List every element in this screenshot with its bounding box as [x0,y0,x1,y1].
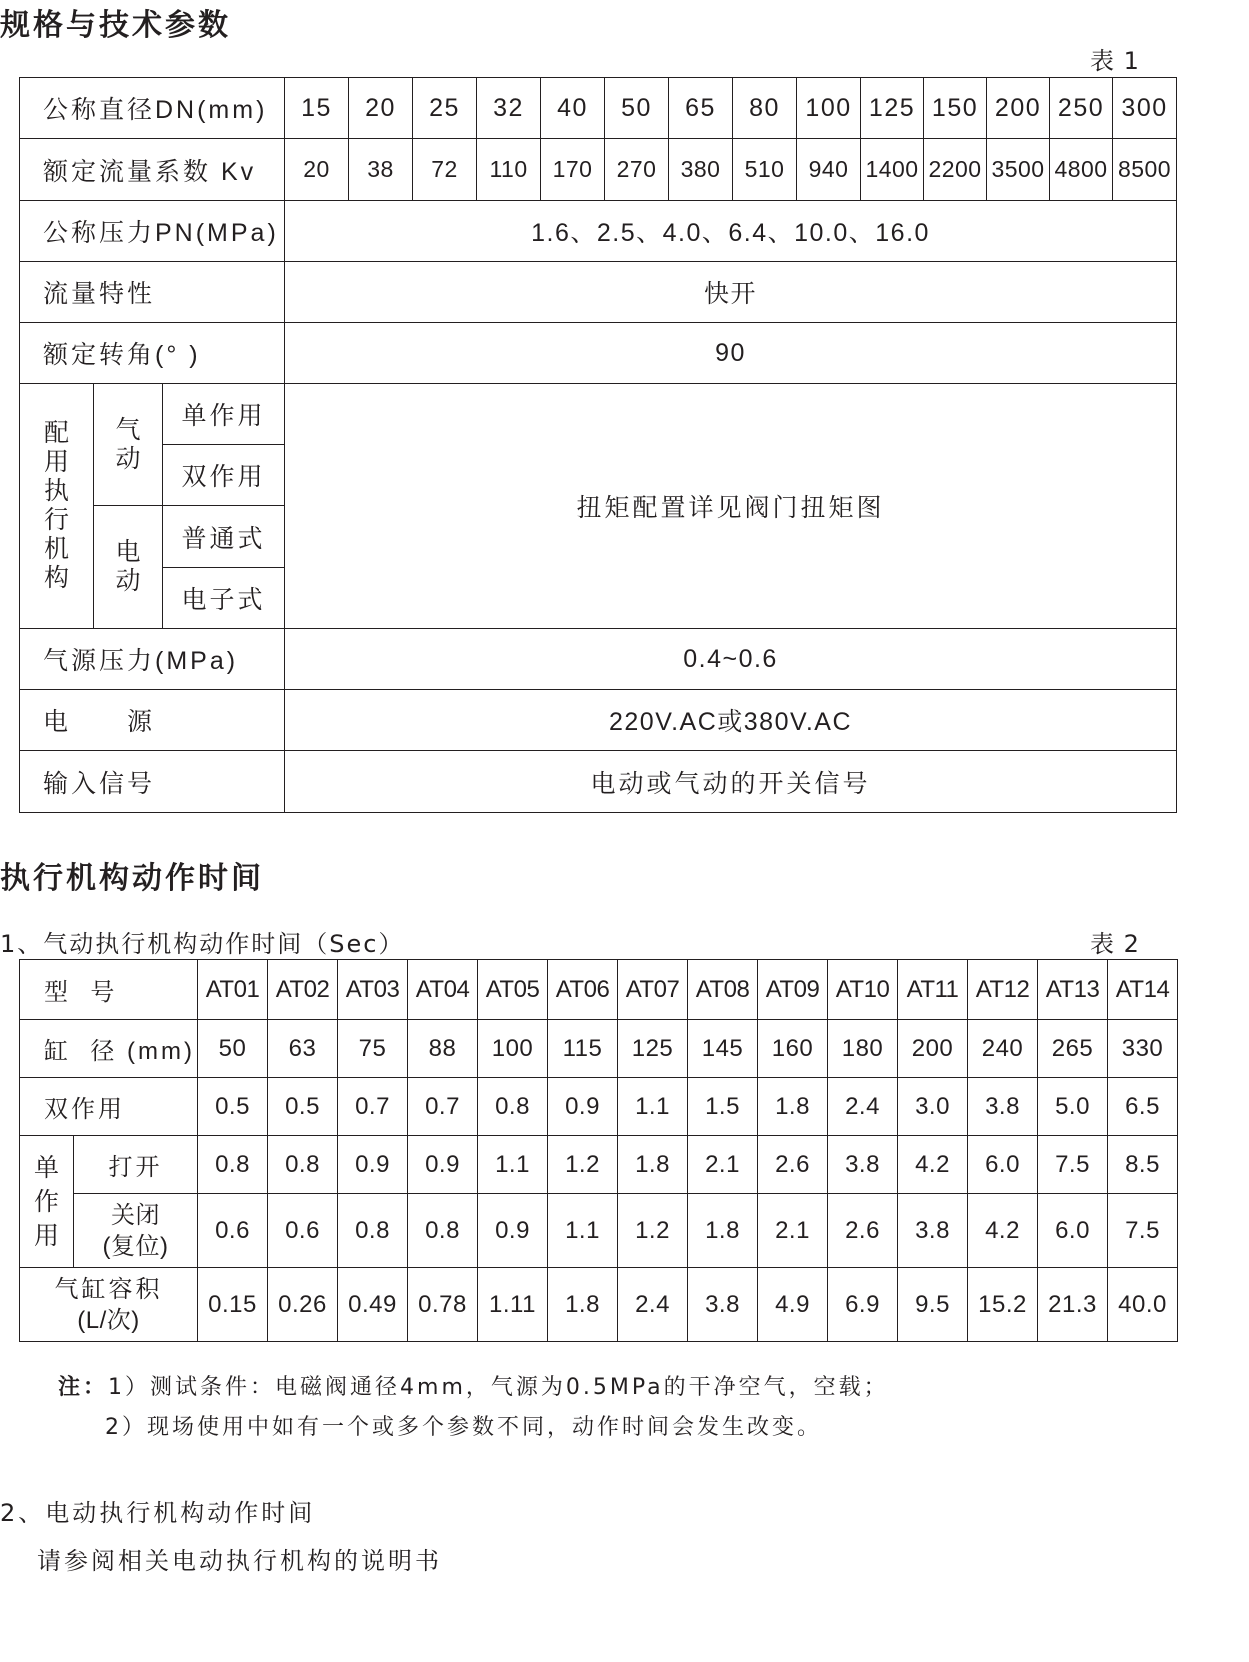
volume-cell: 0.49 [338,1268,408,1342]
open-cell: 2.1 [688,1136,758,1194]
flow-value: 快开 [285,262,1177,323]
air-value: 0.4~0.6 [285,629,1177,690]
pneumatic-timing-subtitle: 1、气动执行机构动作时间（Sec） [0,930,405,958]
volume-label-line-1: 气缸容积 [54,1275,163,1303]
model-label: 型 号 [20,960,198,1020]
model-cell: AT07 [618,960,688,1020]
volume-cell: 0.15 [198,1268,268,1342]
dn-cell: 100 [797,78,861,139]
note-line-2: 2）现场使用中如有一个或多个参数不同，动作时间会发生改变。 [105,1415,822,1440]
power-row [20,690,1177,751]
spec-table [19,77,1177,813]
open-cell: 8.5 [1108,1136,1178,1194]
dn-label: 公称直径DN(mm) [20,78,285,139]
model-cell: AT12 [968,960,1038,1020]
electric-timing-subtitle: 2、电动执行机构动作时间 [0,1499,316,1527]
electric-label: 电动 [94,506,163,629]
single-acting-label: 单作用 [163,384,285,445]
close-label-line-2: (复位) [102,1232,169,1260]
double-cell: 0.5 [198,1078,268,1136]
spec-section-title: 规格与技术参数 [0,8,231,43]
volume-label-line-2: (L/次) [77,1306,140,1334]
dn-cell: 25 [413,78,477,139]
dn-cell: 150 [924,78,987,139]
model-cell: AT09 [758,960,828,1020]
double-cell: 1.1 [618,1078,688,1136]
double-cell: 2.4 [828,1078,898,1136]
volume-cell: 21.3 [1038,1268,1108,1342]
open-cell: 0.8 [198,1136,268,1194]
table-2-label: 表 2 [1090,930,1140,958]
kv-cell: 940 [797,139,861,201]
kv-row [20,139,1177,201]
double-cell: 1.5 [688,1078,758,1136]
dn-cell: 50 [605,78,669,139]
bore-cell: 200 [898,1020,968,1078]
timing-table [19,959,1178,1342]
model-cell: AT11 [898,960,968,1020]
bore-cell: 75 [338,1020,408,1078]
dn-cell: 125 [861,78,924,139]
kv-cell: 510 [733,139,797,201]
model-row [20,960,1178,1020]
volume-cell: 3.8 [688,1268,758,1342]
double-cell: 0.8 [478,1078,548,1136]
power-value: 220V.AC或380V.AC [285,690,1177,751]
signal-label: 输入信号 [20,751,285,813]
dn-cell: 40 [541,78,605,139]
dn-cell: 200 [987,78,1050,139]
close-cell: 2.1 [758,1194,828,1268]
bore-cell: 265 [1038,1020,1108,1078]
ordinary-label: 普通式 [163,506,285,568]
signal-row [20,751,1177,813]
double-cell: 0.7 [338,1078,408,1136]
actuator-group-label: 配用执行机构 [20,384,94,629]
close-cell: 4.2 [968,1194,1038,1268]
bore-cell: 240 [968,1020,1038,1078]
pn-label: 公称压力PN(MPa) [20,201,285,262]
bore-cell: 63 [268,1020,338,1078]
close-cell: 0.8 [338,1194,408,1268]
model-cell: AT02 [268,960,338,1020]
kv-cell: 38 [349,139,413,201]
volume-row [20,1268,1178,1342]
open-row [20,1136,1178,1194]
kv-cell: 4800 [1050,139,1113,201]
volume-cell: 4.9 [758,1268,828,1342]
double-cell: 5.0 [1038,1078,1108,1136]
double-cell: 6.5 [1108,1078,1178,1136]
open-cell: 7.5 [1038,1136,1108,1194]
model-cell: AT04 [408,960,478,1020]
close-cell: 6.0 [1038,1194,1108,1268]
model-cell: AT10 [828,960,898,1020]
close-cell: 0.6 [198,1194,268,1268]
dn-cell: 32 [477,78,541,139]
dn-cell: 300 [1113,78,1177,139]
bore-cell: 50 [198,1020,268,1078]
note-line-1 [58,1370,889,1401]
close-cell: 3.8 [898,1194,968,1268]
volume-cell: 0.26 [268,1268,338,1342]
electric-timing-text: 请参阅相关电动执行机构的说明书 [37,1547,442,1575]
bore-cell: 100 [478,1020,548,1078]
bore-cell: 145 [688,1020,758,1078]
note-label: 注： [58,1375,109,1400]
bore-cell: 160 [758,1020,828,1078]
kv-cell: 110 [477,139,541,201]
dn-cell: 15 [285,78,349,139]
close-cell: 1.8 [688,1194,758,1268]
single-acting-group-label: 单作用 [20,1136,74,1268]
open-cell: 1.1 [478,1136,548,1194]
double-cell: 0.7 [408,1078,478,1136]
volume-cell: 0.78 [408,1268,478,1342]
close-cell: 7.5 [1108,1194,1178,1268]
table-1-label: 表 1 [1090,47,1140,75]
double-acting-label: 双作用 [163,445,285,506]
actuator-row [20,384,1177,445]
dn-cell: 80 [733,78,797,139]
power-label: 电 源 [20,690,285,751]
angle-value: 90 [285,323,1177,384]
close-label [74,1194,198,1268]
double-row [20,1078,1178,1136]
volume-cell: 40.0 [1108,1268,1178,1342]
close-label-line-1: 关闭 [111,1201,160,1229]
model-cell: AT01 [198,960,268,1020]
bore-cell: 88 [408,1020,478,1078]
electronic-label: 电子式 [163,568,285,629]
bore-cell: 330 [1108,1020,1178,1078]
kv-cell: 3500 [987,139,1050,201]
volume-cell: 1.8 [548,1268,618,1342]
pn-value: 1.6、2.5、4.0、6.4、10.0、16.0 [285,201,1177,262]
bore-cell: 115 [548,1020,618,1078]
open-cell: 0.9 [408,1136,478,1194]
open-cell: 3.8 [828,1136,898,1194]
model-cell: AT05 [478,960,548,1020]
kv-cell: 20 [285,139,349,201]
volume-cell: 2.4 [618,1268,688,1342]
double-label: 双作用 [20,1078,198,1136]
angle-label: 额定转角(° ) [20,323,285,384]
pneumatic-label: 气动 [94,384,163,506]
kv-cell: 170 [541,139,605,201]
actuator-value: 扭矩配置详见阀门扭矩图 [285,384,1177,629]
double-cell: 1.8 [758,1078,828,1136]
double-cell: 3.8 [968,1078,1038,1136]
flow-label: 流量特性 [20,262,285,323]
open-cell: 0.9 [338,1136,408,1194]
dn-row [20,78,1177,139]
close-cell: 2.6 [828,1194,898,1268]
bore-cell: 125 [618,1020,688,1078]
air-row [20,629,1177,690]
pn-row [20,201,1177,262]
open-label: 打开 [74,1136,198,1194]
kv-cell: 2200 [924,139,987,201]
kv-cell: 1400 [861,139,924,201]
close-cell: 1.2 [618,1194,688,1268]
open-cell: 6.0 [968,1136,1038,1194]
open-cell: 1.8 [618,1136,688,1194]
model-cell: AT03 [338,960,408,1020]
model-cell: AT08 [688,960,758,1020]
double-cell: 0.9 [548,1078,618,1136]
volume-cell: 9.5 [898,1268,968,1342]
dn-cell: 65 [669,78,733,139]
volume-cell: 6.9 [828,1268,898,1342]
model-cell: AT13 [1038,960,1108,1020]
model-cell: AT14 [1108,960,1178,1020]
kv-cell: 380 [669,139,733,201]
close-cell: 0.6 [268,1194,338,1268]
timing-section-title: 执行机构动作时间 [0,861,264,896]
close-cell: 0.9 [478,1194,548,1268]
close-cell: 0.8 [408,1194,478,1268]
volume-label [20,1268,198,1342]
close-cell: 1.1 [548,1194,618,1268]
bore-label: 缸 径 (mm) [20,1020,198,1078]
close-row [20,1194,1178,1268]
open-cell: 1.2 [548,1136,618,1194]
volume-cell: 15.2 [968,1268,1038,1342]
kv-cell: 270 [605,139,669,201]
dn-cell: 20 [349,78,413,139]
open-cell: 2.6 [758,1136,828,1194]
open-cell: 0.8 [268,1136,338,1194]
open-cell: 4.2 [898,1136,968,1194]
note-1-text: 1）测试条件：电磁阀通径4mm，气源为0.5MPa的干净空气，空载； [108,1375,889,1400]
signal-value: 电动或气动的开关信号 [285,751,1177,813]
kv-cell: 8500 [1113,139,1177,201]
volume-cell: 1.11 [478,1268,548,1342]
flow-row [20,262,1177,323]
bore-cell: 180 [828,1020,898,1078]
model-cell: AT06 [548,960,618,1020]
kv-label: 额定流量系数 Kv [20,139,285,201]
dn-cell: 250 [1050,78,1113,139]
kv-cell: 72 [413,139,477,201]
double-cell: 3.0 [898,1078,968,1136]
bore-row [20,1020,1178,1078]
double-cell: 0.5 [268,1078,338,1136]
angle-row [20,323,1177,384]
air-label: 气源压力(MPa) [20,629,285,690]
